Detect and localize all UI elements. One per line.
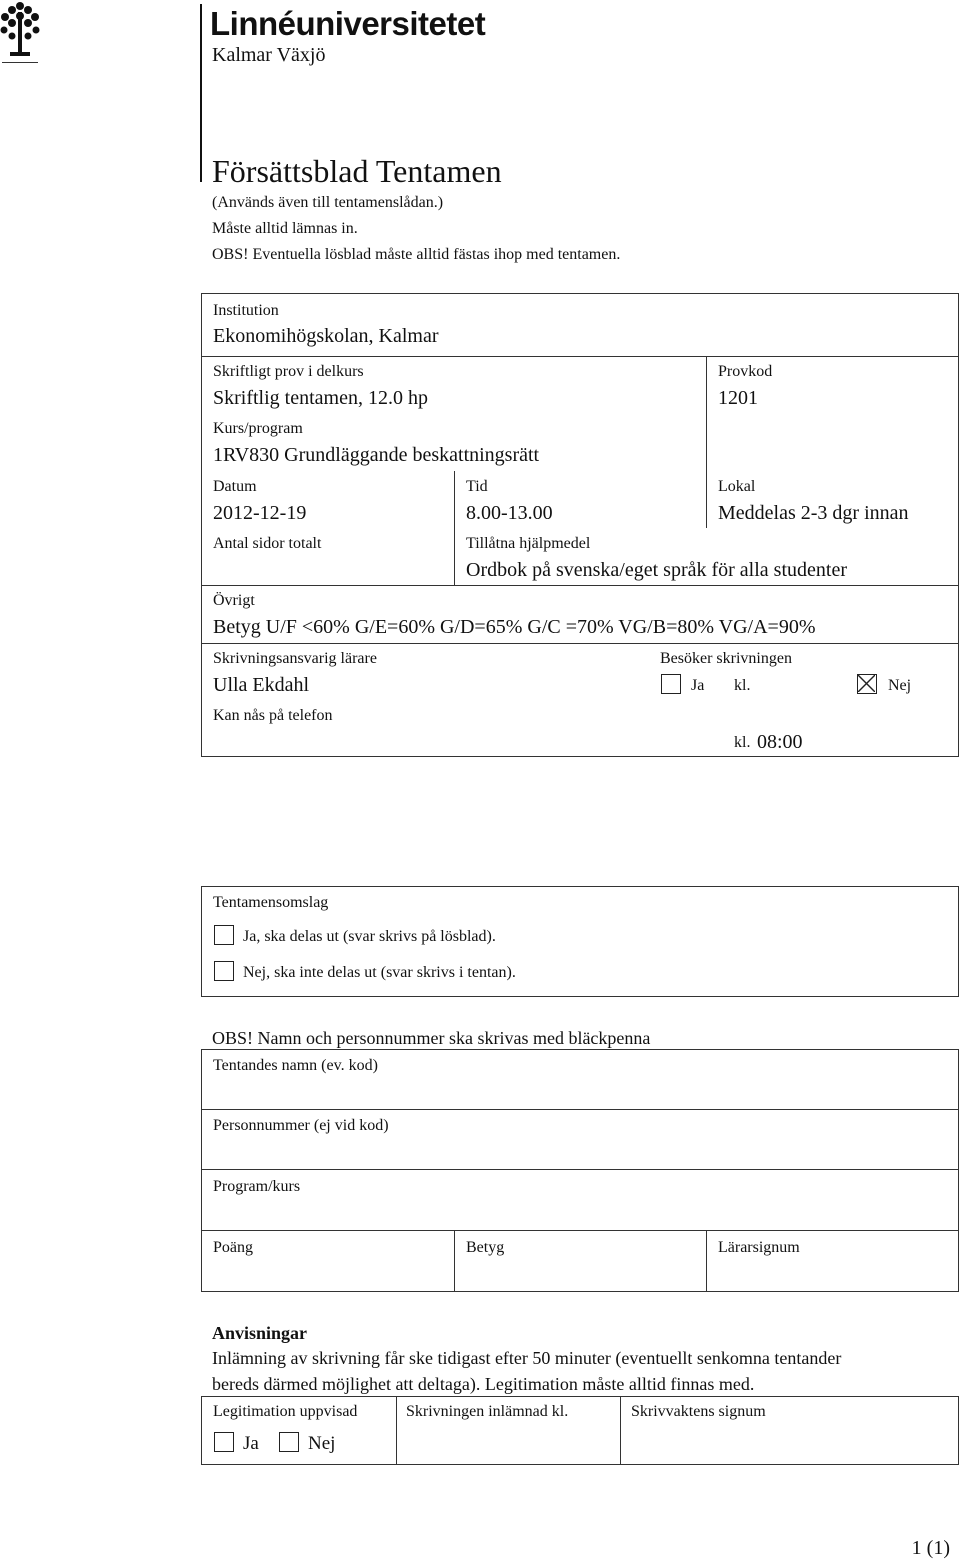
header-divider	[200, 4, 202, 182]
page-number: 1 (1)	[911, 1537, 950, 1559]
lokal-label: Lokal	[718, 478, 756, 495]
page-title: Försättsblad Tentamen	[212, 153, 502, 189]
legitimation-ja-checkbox[interactable]	[214, 1432, 234, 1452]
divider	[706, 1230, 707, 1292]
besoker-kl-label: kl.	[734, 677, 751, 694]
divider	[454, 471, 455, 585]
provkod-label: Provkod	[718, 363, 773, 380]
skrivvakt-signum-label: Skrivvaktens signum	[631, 1403, 766, 1420]
hjalpmedel-value: Ordbok på svenska/eget språk för alla studenter	[466, 559, 847, 581]
omslag-ja-checkbox[interactable]	[214, 925, 234, 945]
tid-label: Tid	[466, 478, 488, 495]
omslag-ja-label: Ja, ska delas ut (svar skrivs på lösblad).	[243, 928, 496, 945]
intro-line: (Används även till tentamenslådan.)	[212, 194, 444, 211]
besoker-nej-label: Nej	[888, 677, 912, 694]
lararsignum-label: Lärarsignum	[718, 1239, 800, 1256]
omslag-nej-label: Nej, ska inte delas ut (svar skrivs i tentan).	[243, 964, 516, 981]
divider	[201, 1230, 959, 1231]
larare-value: Ulla Ekdahl	[213, 674, 310, 696]
divider	[396, 1396, 397, 1465]
tree-logo-icon	[0, 0, 44, 58]
provkod-value: 1201	[718, 387, 758, 409]
inlamnad-label: Skrivningen inlämnad kl.	[406, 1403, 569, 1420]
divider	[201, 1169, 959, 1170]
legitimation-label: Legitimation uppvisad	[213, 1403, 358, 1420]
anvisningar-title: Anvisningar	[212, 1323, 308, 1343]
personnummer-label: Personnummer (ej vid kod)	[213, 1117, 389, 1134]
lokal-value: Meddelas 2-3 dgr innan	[718, 502, 909, 524]
logo-underline	[2, 62, 38, 63]
divider	[454, 1230, 455, 1292]
namn-label: Tentandes namn (ev. kod)	[213, 1057, 378, 1074]
divider	[201, 1109, 959, 1110]
anvisningar-text: bereds därmed möjlighet att deltaga). Legitimation måste alltid finnas med.	[212, 1374, 755, 1394]
ovrigt-value: Betyg U/F <60% G/E=60% G/D=65% G/C =70% VG/B=80% VG/A=90%	[213, 616, 816, 638]
institution-value: Ekonomihögskolan, Kalmar	[213, 325, 439, 347]
checkmark-x-icon	[858, 675, 875, 692]
anvisningar-text: Inlämning av skrivning får ske tidigast efter 50 minuter (eventuellt senkomna tentander	[212, 1348, 842, 1368]
besoker-nej-checkbox[interactable]	[857, 674, 877, 694]
namn-field[interactable]	[203, 1078, 957, 1108]
kurs-label: Kurs/program	[213, 420, 303, 437]
omslag-nej-checkbox[interactable]	[214, 961, 234, 981]
telefon-label: Kan nås på telefon	[213, 707, 333, 724]
institution-label: Institution	[213, 302, 279, 319]
university-name: Linnéuniversitetet	[210, 5, 486, 42]
poang-label: Poäng	[213, 1239, 253, 1256]
program-label: Program/kurs	[213, 1178, 301, 1195]
obs-note: OBS! Namn och personnummer ska skrivas med bläckpenna	[212, 1028, 651, 1048]
delkurs-value: Skriftlig tentamen, 12.0 hp	[213, 387, 428, 409]
kl-label: kl.	[734, 734, 751, 751]
hjalpmedel-label: Tillåtna hjälpmedel	[466, 535, 591, 552]
betyg-label: Betyg	[466, 1239, 505, 1256]
intro-line: OBS! Eventuella lösblad måste alltid fästas ihop med tentamen.	[212, 246, 621, 263]
datum-label: Datum	[213, 478, 257, 495]
personnummer-field[interactable]	[203, 1138, 957, 1168]
besoker-ja-label: Ja	[691, 677, 705, 694]
program-field[interactable]	[203, 1199, 957, 1229]
legitimation-ja-label: Ja	[243, 1433, 259, 1454]
tid-value: 8.00-13.00	[466, 502, 553, 524]
datum-value: 2012-12-19	[213, 502, 307, 524]
delkurs-label: Skriftligt prov i delkurs	[213, 363, 364, 380]
university-campuses: Kalmar Växjö	[212, 44, 326, 66]
intro-line: Måste alltid lämnas in.	[212, 220, 358, 237]
omslag-title: Tentamensomslag	[213, 894, 329, 911]
kl-value: 08:00	[757, 731, 803, 753]
divider	[201, 356, 959, 357]
sidor-label: Antal sidor totalt	[213, 535, 322, 552]
divider	[201, 643, 959, 644]
besoker-ja-checkbox[interactable]	[661, 674, 681, 694]
legitimation-nej-checkbox[interactable]	[279, 1432, 299, 1452]
university-logo	[0, 0, 540, 70]
legitimation-nej-label: Nej	[308, 1433, 336, 1454]
besoker-label: Besöker skrivningen	[660, 650, 792, 667]
divider	[201, 585, 959, 586]
divider	[620, 1396, 621, 1465]
kurs-value: 1RV830 Grundläggande beskattningsrätt	[213, 444, 540, 466]
ovrigt-label: Övrigt	[213, 592, 255, 609]
divider	[706, 356, 707, 528]
larare-label: Skrivningsansvarig lärare	[213, 650, 377, 667]
